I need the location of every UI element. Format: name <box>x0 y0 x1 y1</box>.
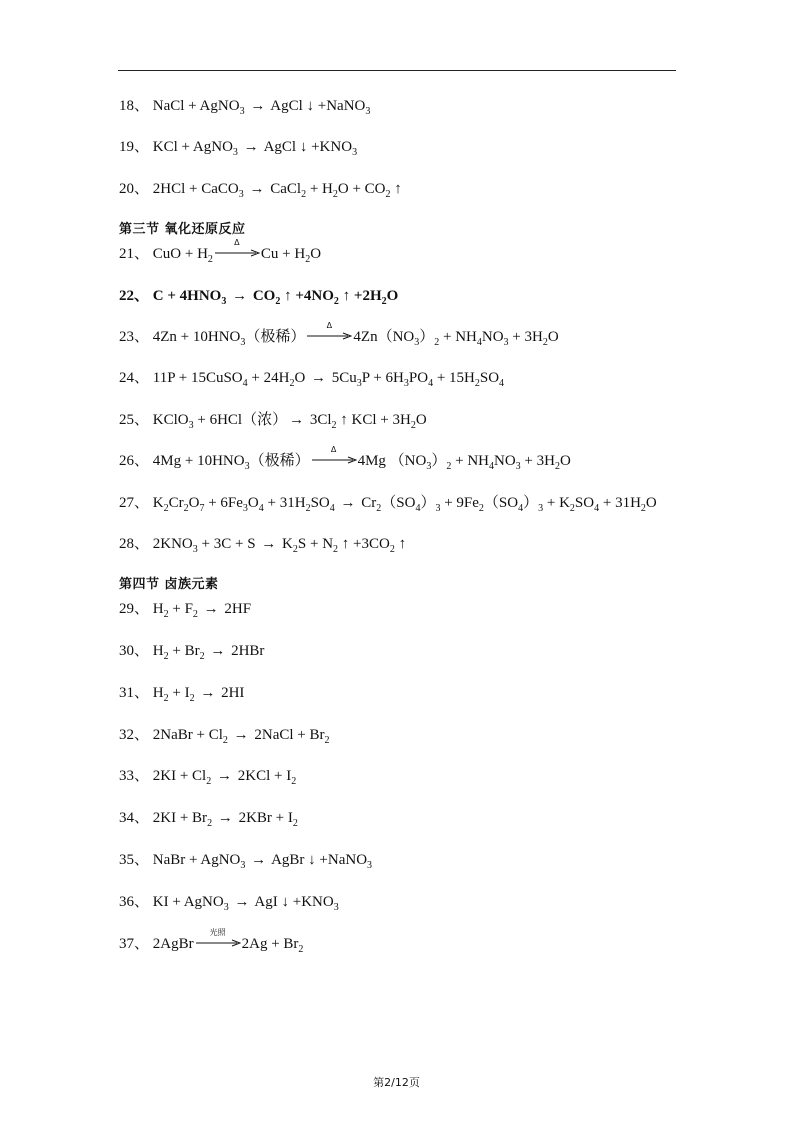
subscript: 2 <box>275 295 281 307</box>
subscript: 2 <box>292 818 298 830</box>
formula-text: + 15H <box>433 370 475 387</box>
formula-text: C + 4HNO <box>152 287 222 304</box>
formula-text <box>211 768 215 784</box>
subscript: 3 <box>352 147 358 159</box>
subscript: 2 <box>192 609 198 621</box>
subscript: 3 <box>538 502 544 514</box>
subscript: 2 <box>305 254 311 266</box>
subscript: 3 <box>240 336 246 348</box>
formula-text: ） <box>523 494 539 511</box>
formula-text: NaBr + AgNO <box>152 852 241 869</box>
formula-text: 2HF <box>220 601 252 618</box>
formula-text: + I <box>168 684 190 701</box>
formula-text: SO <box>310 494 330 511</box>
subscript: 2 <box>332 188 338 200</box>
formula-text: O <box>547 328 559 345</box>
formula-text: + 31H <box>599 494 641 511</box>
subscript: 2 <box>542 336 548 348</box>
reaction-arrow-icon: → <box>251 852 267 869</box>
formula-text: KClO <box>152 411 189 428</box>
equation-row <box>119 179 719 220</box>
subscript: 2 <box>163 502 169 514</box>
formula-text: 2KCl + I <box>233 768 292 785</box>
formula-text: + 6HCl（浓） <box>193 411 288 428</box>
reaction-arrow-icon: → <box>210 643 226 660</box>
formula-text <box>229 894 233 910</box>
equation-number: 21、 <box>119 246 150 263</box>
formula-text: 3Cl <box>306 411 332 428</box>
formula-text: +NaNO <box>314 98 366 114</box>
subscript: 2 <box>554 461 560 473</box>
formula-text: AgI <box>251 893 282 910</box>
subscript: 2 <box>291 776 297 788</box>
formula-text: PO <box>408 370 429 387</box>
subscript: 2 <box>478 502 484 514</box>
equation-row <box>119 238 719 285</box>
subscript: 3 <box>365 106 371 117</box>
equation-row <box>119 445 719 492</box>
header-rule <box>118 70 676 71</box>
equation-row <box>119 927 719 976</box>
equation-number: 35、 <box>119 852 150 869</box>
equation-row <box>119 320 719 368</box>
subscript: 3 <box>244 461 250 473</box>
formula-text: 2KI + Cl <box>152 768 207 785</box>
subscript: 3 <box>367 860 373 872</box>
equation-number: 24、 <box>119 370 150 387</box>
subscript: 2 <box>301 188 307 200</box>
equation-number: 34、 <box>119 810 150 827</box>
formula-text: H <box>152 643 164 660</box>
subscript: 2 <box>183 502 189 514</box>
formula-text: 5Cu <box>328 370 357 387</box>
subscript: 4 <box>594 502 600 514</box>
formula-text <box>335 495 339 511</box>
reaction-arrow-icon: → <box>233 726 249 743</box>
equation-row <box>119 493 719 534</box>
subscript: 2 <box>389 543 395 555</box>
subscript: 2 <box>385 188 391 200</box>
formula-text: 2HI <box>217 684 245 701</box>
reaction-arrow-icon: → <box>289 411 305 428</box>
formula-text: O <box>645 494 657 511</box>
formula-text: S + N <box>297 535 334 552</box>
gas-arrow-icon: ↑ <box>340 411 348 428</box>
formula-text: CuO + H <box>152 246 208 263</box>
equation-number: 23、 <box>119 328 150 345</box>
section-heading-redox: 第三节 氧化还原反应 <box>119 222 246 238</box>
subscript: 2 <box>207 818 213 830</box>
equation-number: 26、 <box>119 453 150 470</box>
formula-text: SO <box>574 494 595 511</box>
gas-arrow-icon: ↑ <box>398 535 407 552</box>
subscript: 4 <box>428 378 434 390</box>
reaction-arrow-icon: → <box>249 180 265 197</box>
subscript: 2 <box>305 502 311 514</box>
reaction-arrow-icon: → <box>203 601 219 618</box>
formula-text: （SO <box>483 494 519 511</box>
equation-number: 25、 <box>119 411 150 428</box>
subscript: 2 <box>434 336 440 348</box>
subscript: 3 <box>188 419 194 431</box>
subscript: 4 <box>476 336 482 348</box>
conditional-arrow-icon <box>214 238 260 264</box>
formula-text <box>205 643 209 659</box>
subscript: 3 <box>239 106 245 117</box>
formula-text: CaCl <box>266 180 302 197</box>
reaction-arrow-icon: → <box>200 684 216 701</box>
subscript: 3 <box>223 901 229 913</box>
subscript: 2 <box>199 651 205 663</box>
formula-text: O <box>559 453 571 470</box>
subscript: 3 <box>240 860 246 872</box>
formula-text: Cr <box>357 494 377 511</box>
reaction-arrow-icon: → <box>311 370 327 387</box>
equation-number: 30、 <box>119 643 150 660</box>
formula-text: SO <box>479 370 500 387</box>
formula-text <box>245 98 249 114</box>
reaction-condition: 光照 <box>209 927 226 937</box>
subscript: 3 <box>435 502 441 514</box>
formula-text: +KNO <box>307 139 353 156</box>
formula-text: + NH <box>451 453 489 470</box>
subscript: 2 <box>376 502 382 514</box>
formula-text: ） <box>420 494 436 511</box>
formula-text: O <box>188 494 200 511</box>
gas-arrow-icon: ↑ <box>342 287 351 304</box>
subscript: 3 <box>356 378 362 390</box>
formula-text: AgCl <box>260 139 300 156</box>
subscript: 3 <box>414 336 420 348</box>
subscript: 2 <box>569 502 575 514</box>
formula-text: K <box>152 494 164 511</box>
subscript: 2 <box>324 734 330 746</box>
formula-text: 11P + 15CuSO <box>152 370 243 387</box>
formula-text: （极稀） <box>245 328 306 345</box>
subscript: 7 <box>199 502 205 514</box>
formula-text: +NaNO <box>315 852 368 869</box>
equation-row <box>119 96 719 137</box>
subscript: 3 <box>238 188 244 200</box>
formula-text: 2HBr <box>227 643 265 660</box>
subscript: 3 <box>192 543 198 555</box>
equation-row <box>119 534 719 575</box>
subscript: 2 <box>163 692 169 704</box>
arrow-shaft-icon <box>306 331 352 341</box>
subscript: 2 <box>163 609 169 621</box>
arrow-shaft-icon <box>195 938 241 948</box>
subscript: 2 <box>163 651 169 663</box>
formula-text: ） <box>431 453 447 470</box>
subscript: 2 <box>410 419 416 431</box>
equation-number: 31、 <box>119 684 150 701</box>
formula-text: +3CO <box>349 535 390 552</box>
formula-text: NO <box>481 328 504 345</box>
formula-text: H <box>152 601 164 618</box>
formula-text <box>238 139 242 155</box>
equation-number: 36、 <box>119 893 150 910</box>
formula-text: KI + AgNO <box>152 893 224 910</box>
reaction-arrow-icon: → <box>243 139 259 156</box>
equation-row <box>119 766 719 808</box>
equation-number: 33、 <box>119 768 150 785</box>
subscript: 2 <box>206 776 212 788</box>
formula-text: 4Zn + 10HNO <box>152 328 241 345</box>
formula-text <box>226 288 230 304</box>
formula-text: + 3C + S <box>197 535 260 552</box>
formula-text: + 6Fe <box>204 494 243 511</box>
equation-row <box>119 725 719 767</box>
reaction-arrow-icon: → <box>216 768 232 785</box>
formula-text: 4Zn（NO <box>353 328 415 345</box>
section-heading-halogens: 第四节 卤族元素 <box>119 577 219 593</box>
subscript: 2 <box>640 502 646 514</box>
formula-text: 2NaCl + Br <box>250 726 325 743</box>
subscript: 2 <box>207 254 213 266</box>
page-footer: 第2/12页 <box>373 1076 420 1089</box>
reaction-arrow-icon: → <box>340 494 356 511</box>
formula-text: + 31H <box>263 494 306 511</box>
formula-text: （极稀） <box>249 453 310 470</box>
formula-text: 2KNO <box>152 535 193 552</box>
arrow-shaft-icon <box>311 455 357 465</box>
equation-number: 27、 <box>119 494 150 511</box>
formula-text: + 24H <box>247 370 290 387</box>
equation-row <box>119 850 719 892</box>
reaction-condition: Δ <box>326 320 333 330</box>
subscript: 2 <box>333 543 339 555</box>
formula-text: K <box>278 535 293 552</box>
formula-text: 4Mg （NO <box>357 453 427 470</box>
equation-number: 19、 <box>119 139 150 156</box>
reaction-arrow-icon: → <box>232 287 248 304</box>
precipitate-arrow-icon: ↓ <box>306 98 314 114</box>
reaction-arrow-icon: → <box>261 535 277 552</box>
formula-text: 2AgBr <box>152 935 194 952</box>
equation-row <box>119 137 719 178</box>
formula-text: + H <box>306 180 333 197</box>
conditional-arrow-icon <box>195 927 241 954</box>
subscript: 2 <box>474 378 480 390</box>
formula-text: Cr <box>168 494 184 511</box>
equation-number: 18、 <box>119 98 150 114</box>
formula-text: O <box>310 246 322 263</box>
subscript: 3 <box>503 336 509 348</box>
equation-row <box>119 683 719 725</box>
formula-text: 2KI + Br <box>152 810 208 827</box>
equation-number: 37、 <box>119 935 150 952</box>
formula-text <box>228 727 232 743</box>
equation-number: 28、 <box>119 535 150 552</box>
equation-row <box>119 641 719 683</box>
formula-text: + 3H <box>508 328 543 345</box>
formula-text: KCl + AgNO <box>152 139 233 156</box>
subscript: 4 <box>258 502 264 514</box>
formula-text: （SO <box>381 494 416 511</box>
reaction-condition: Δ <box>234 238 240 248</box>
formula-text: AgBr <box>268 852 309 869</box>
subscript: 2 <box>446 461 452 473</box>
formula-text: O <box>415 411 427 428</box>
subscript: 2 <box>189 692 195 704</box>
subscript: 4 <box>329 502 335 514</box>
equations-block-precipitation <box>119 96 719 220</box>
subscript: 3 <box>221 295 227 307</box>
subscript: 2 <box>333 295 339 307</box>
formula-text: H <box>152 684 164 701</box>
gas-arrow-icon: ↑ <box>284 287 292 304</box>
formula-text: O <box>294 370 310 387</box>
formula-text: +4NO <box>291 287 334 304</box>
conditional-arrow-icon <box>311 445 357 471</box>
subscript: 2 <box>298 943 304 955</box>
formula-text <box>212 810 216 826</box>
formula-text <box>245 852 249 868</box>
formula-text: O + CO <box>337 180 386 197</box>
formula-text: NO <box>493 453 516 470</box>
formula-text: +2H <box>350 287 382 304</box>
subscript: 4 <box>499 378 505 390</box>
arrow-shaft-icon <box>214 248 260 258</box>
formula-text: + K <box>543 494 570 511</box>
formula-text: AgCl <box>267 98 307 114</box>
formula-text: Cu + H <box>260 246 306 263</box>
subscript: 3 <box>403 378 409 390</box>
subscript: 2 <box>292 543 298 555</box>
subscript: 4 <box>242 378 248 390</box>
precipitate-arrow-icon: ↓ <box>281 893 289 910</box>
formula-text: 2KBr + I <box>234 810 293 827</box>
precipitate-arrow-icon: ↓ <box>308 852 316 869</box>
document-body <box>119 96 719 975</box>
equation-row <box>119 808 719 850</box>
formula-text <box>195 685 199 701</box>
equations-block-redox <box>119 238 719 575</box>
formula-text: +KNO <box>288 893 334 910</box>
formula-text: O <box>386 287 399 304</box>
precipitate-arrow-icon: ↓ <box>299 139 308 156</box>
formula-text: + NH <box>439 328 477 345</box>
formula-text: + Br <box>168 643 200 660</box>
formula-text: NaCl + AgNO <box>152 98 240 114</box>
equation-row <box>119 410 719 451</box>
formula-text: CO <box>249 287 276 304</box>
reaction-condition: Δ <box>330 445 337 455</box>
subscript: 3 <box>426 461 432 473</box>
equation-number: 32、 <box>119 726 150 743</box>
conditional-arrow-icon <box>306 320 352 347</box>
formula-text: + F <box>168 601 193 618</box>
formula-text: KCl + 3H <box>347 411 411 428</box>
formula-text: ） <box>419 328 435 345</box>
formula-text <box>198 601 202 617</box>
formula-text: + 9Fe <box>440 494 479 511</box>
subscript: 3 <box>232 147 238 159</box>
formula-text: 2HCl + CaCO <box>152 180 239 197</box>
equation-number: 29、 <box>119 601 150 618</box>
subscript: 4 <box>518 502 524 514</box>
subscript: 2 <box>289 378 295 390</box>
subscript: 4 <box>415 502 421 514</box>
reaction-arrow-icon: → <box>234 893 250 910</box>
reaction-arrow-icon: → <box>250 98 266 114</box>
subscript: 3 <box>242 502 248 514</box>
formula-text: + 3H <box>520 453 555 470</box>
formula-text <box>244 181 248 197</box>
subscript: 2 <box>331 419 337 431</box>
equation-row <box>119 368 719 409</box>
subscript: 3 <box>515 461 521 473</box>
subscript: 2 <box>381 295 387 307</box>
formula-text: 2Ag + Br <box>241 935 299 952</box>
equations-block-halogens <box>119 599 719 975</box>
subscript: 2 <box>222 734 228 746</box>
equation-number: 20、 <box>119 180 150 197</box>
formula-text: P + 6H <box>361 370 404 387</box>
formula-text: 4Mg + 10HNO <box>152 453 245 470</box>
reaction-arrow-icon: → <box>217 810 233 827</box>
gas-arrow-icon: ↑ <box>341 535 350 552</box>
formula-text: O <box>247 494 259 511</box>
equation-row <box>119 599 719 641</box>
equation-number: 22、 <box>119 287 150 304</box>
subscript: 3 <box>333 901 339 913</box>
equation-row <box>119 286 719 327</box>
formula-text: 2NaBr + Cl <box>152 726 223 743</box>
gas-arrow-icon: ↑ <box>394 180 402 197</box>
subscript: 4 <box>488 461 494 473</box>
